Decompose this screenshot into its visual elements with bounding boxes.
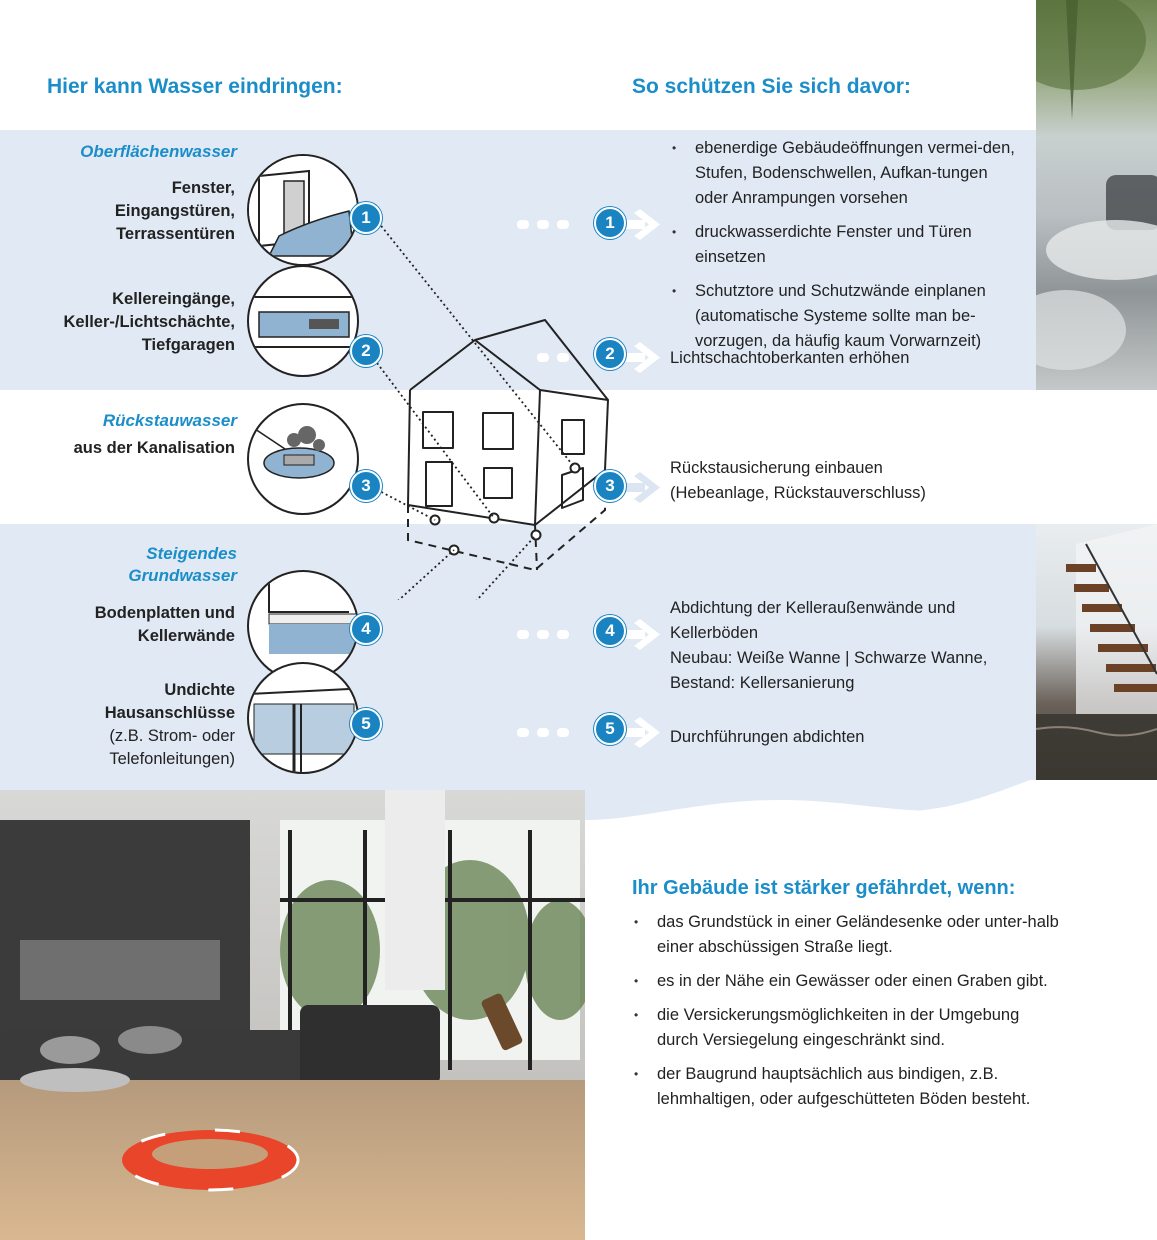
arrow-row-2 (515, 338, 665, 378)
measure-1-item: • druckwasserdichte Fenster und Türen einsetzen (670, 220, 1025, 270)
entry-4-line: Kellerwände (137, 627, 235, 645)
measure-5: Durchführungen abdichten (670, 728, 865, 746)
entry-5-line: (z.B. Strom- oder (109, 727, 235, 745)
right-heading: So schützen Sie sich davor: (632, 75, 911, 98)
entry-2-line: Kellereingänge, (112, 290, 235, 308)
measure-4-line: Neubau: Weiße Wanne | Schwarze Wanne, (670, 649, 988, 667)
badge-2-left: 2 (350, 335, 382, 367)
category-groundwater-line2: Grundwasser (128, 566, 237, 585)
arrow-row-4 (515, 615, 665, 655)
illustration-sewer-backflow (247, 403, 359, 515)
entry-2-label (64, 288, 235, 357)
entry-1-line: Eingangstüren, (114, 202, 235, 220)
risk-item: • der Baugrund hauptsächlich aus bindigen, z.B. lehmhaltigen, oder aufgeschütteten Böden besteht. (632, 1062, 1062, 1112)
risk-list (632, 910, 1062, 1121)
entry-1-line: Fenster, (171, 179, 235, 197)
measure-3-line: (Hebeanlage, Rückstauverschluss) (670, 484, 926, 502)
illustration-basement-entrance (247, 265, 359, 377)
entry-2-line: Tiefgaragen (141, 336, 235, 354)
category-groundwater-line1: Steigendes (146, 544, 237, 563)
arrow-row-3 (515, 468, 665, 508)
measure-4-line: Kellerböden (670, 624, 759, 642)
entry-5-line: Hausanschlüsse (104, 704, 235, 722)
stairs-photo-details (1036, 524, 1157, 780)
illustration-house-connections (247, 662, 359, 774)
measure-4-line: Abdichtung der Kelleraußenwände und (670, 599, 956, 617)
entry-5-line: Undichte (164, 681, 235, 699)
badge-3-left: 3 (350, 470, 382, 502)
badge-4-left: 4 (350, 613, 382, 645)
storm-photo-details (1036, 0, 1157, 390)
measures-1 (670, 136, 1025, 363)
badge-4-right: 4 (594, 615, 626, 647)
flooded-living-room-photo (0, 790, 585, 1240)
measure-1-item: • Schutztore und Schutzwände einplanen (automatische Systeme sollte man be-vorzugen, da häufig kaum Vorwarnzeit) (670, 279, 1025, 354)
category-surface-water: Oberflächenwasser (80, 142, 237, 161)
badge-5-right: 5 (594, 713, 626, 745)
arrow-row-1 (515, 205, 665, 245)
entry-5-line: Telefonleitungen) (109, 750, 235, 768)
illustration-windows-doors (247, 154, 359, 266)
category-backflow-water: Rückstauwasser (102, 411, 237, 430)
measure-1-item: • ebenerdige Gebäudeöffnungen vermei-den, Stufen, Bodenschwellen, Aufkan-tungen oder Anrampungen vorsehen (670, 136, 1025, 211)
flooded-stairs-photo (1036, 524, 1157, 780)
badge-1-left: 1 (350, 202, 382, 234)
risk-item: • es in der Nähe ein Gewässer oder einen Graben gibt. (632, 969, 1062, 994)
entry-4-line: Bodenplatten und (94, 604, 235, 622)
measure-3 (670, 456, 926, 506)
measure-4-line: Bestand: Kellersanierung (670, 674, 855, 692)
risk-item: • das Grundstück in einer Geländesenke oder unter-halb einer abschüssigen Straße liegt. (632, 910, 1062, 960)
entry-1-label (115, 177, 235, 246)
category-rising-groundwater (128, 543, 237, 587)
badge-5-left: 5 (350, 708, 382, 740)
badge-1-right: 1 (594, 207, 626, 239)
measure-2: Lichtschachtoberkanten erhöhen (670, 349, 910, 367)
measure-3-line: Rückstausicherung einbauen (670, 459, 883, 477)
measure-4 (670, 596, 987, 696)
entry-1-line: Terrassentüren (116, 225, 235, 243)
entry-3-label (74, 437, 235, 460)
entry-5-label (105, 679, 235, 771)
entry-2-line: Keller-/Lichtschächte, (63, 313, 235, 331)
entry-3-line: aus der Kanalisation (73, 439, 235, 457)
risk-heading: Ihr Gebäude ist stärker gefährdet, wenn: (632, 877, 1016, 899)
badge-3-right: 3 (594, 470, 626, 502)
storm-street-photo (1036, 0, 1157, 390)
entry-4-label (95, 602, 235, 648)
left-heading: Hier kann Wasser eindringen: (47, 75, 343, 98)
arrow-row-5 (515, 713, 665, 753)
risk-item: • die Versickerungsmöglichkeiten in der Umgebung durch Versiegelung eingeschränkt sind. (632, 1003, 1062, 1053)
badge-2-right: 2 (594, 338, 626, 370)
